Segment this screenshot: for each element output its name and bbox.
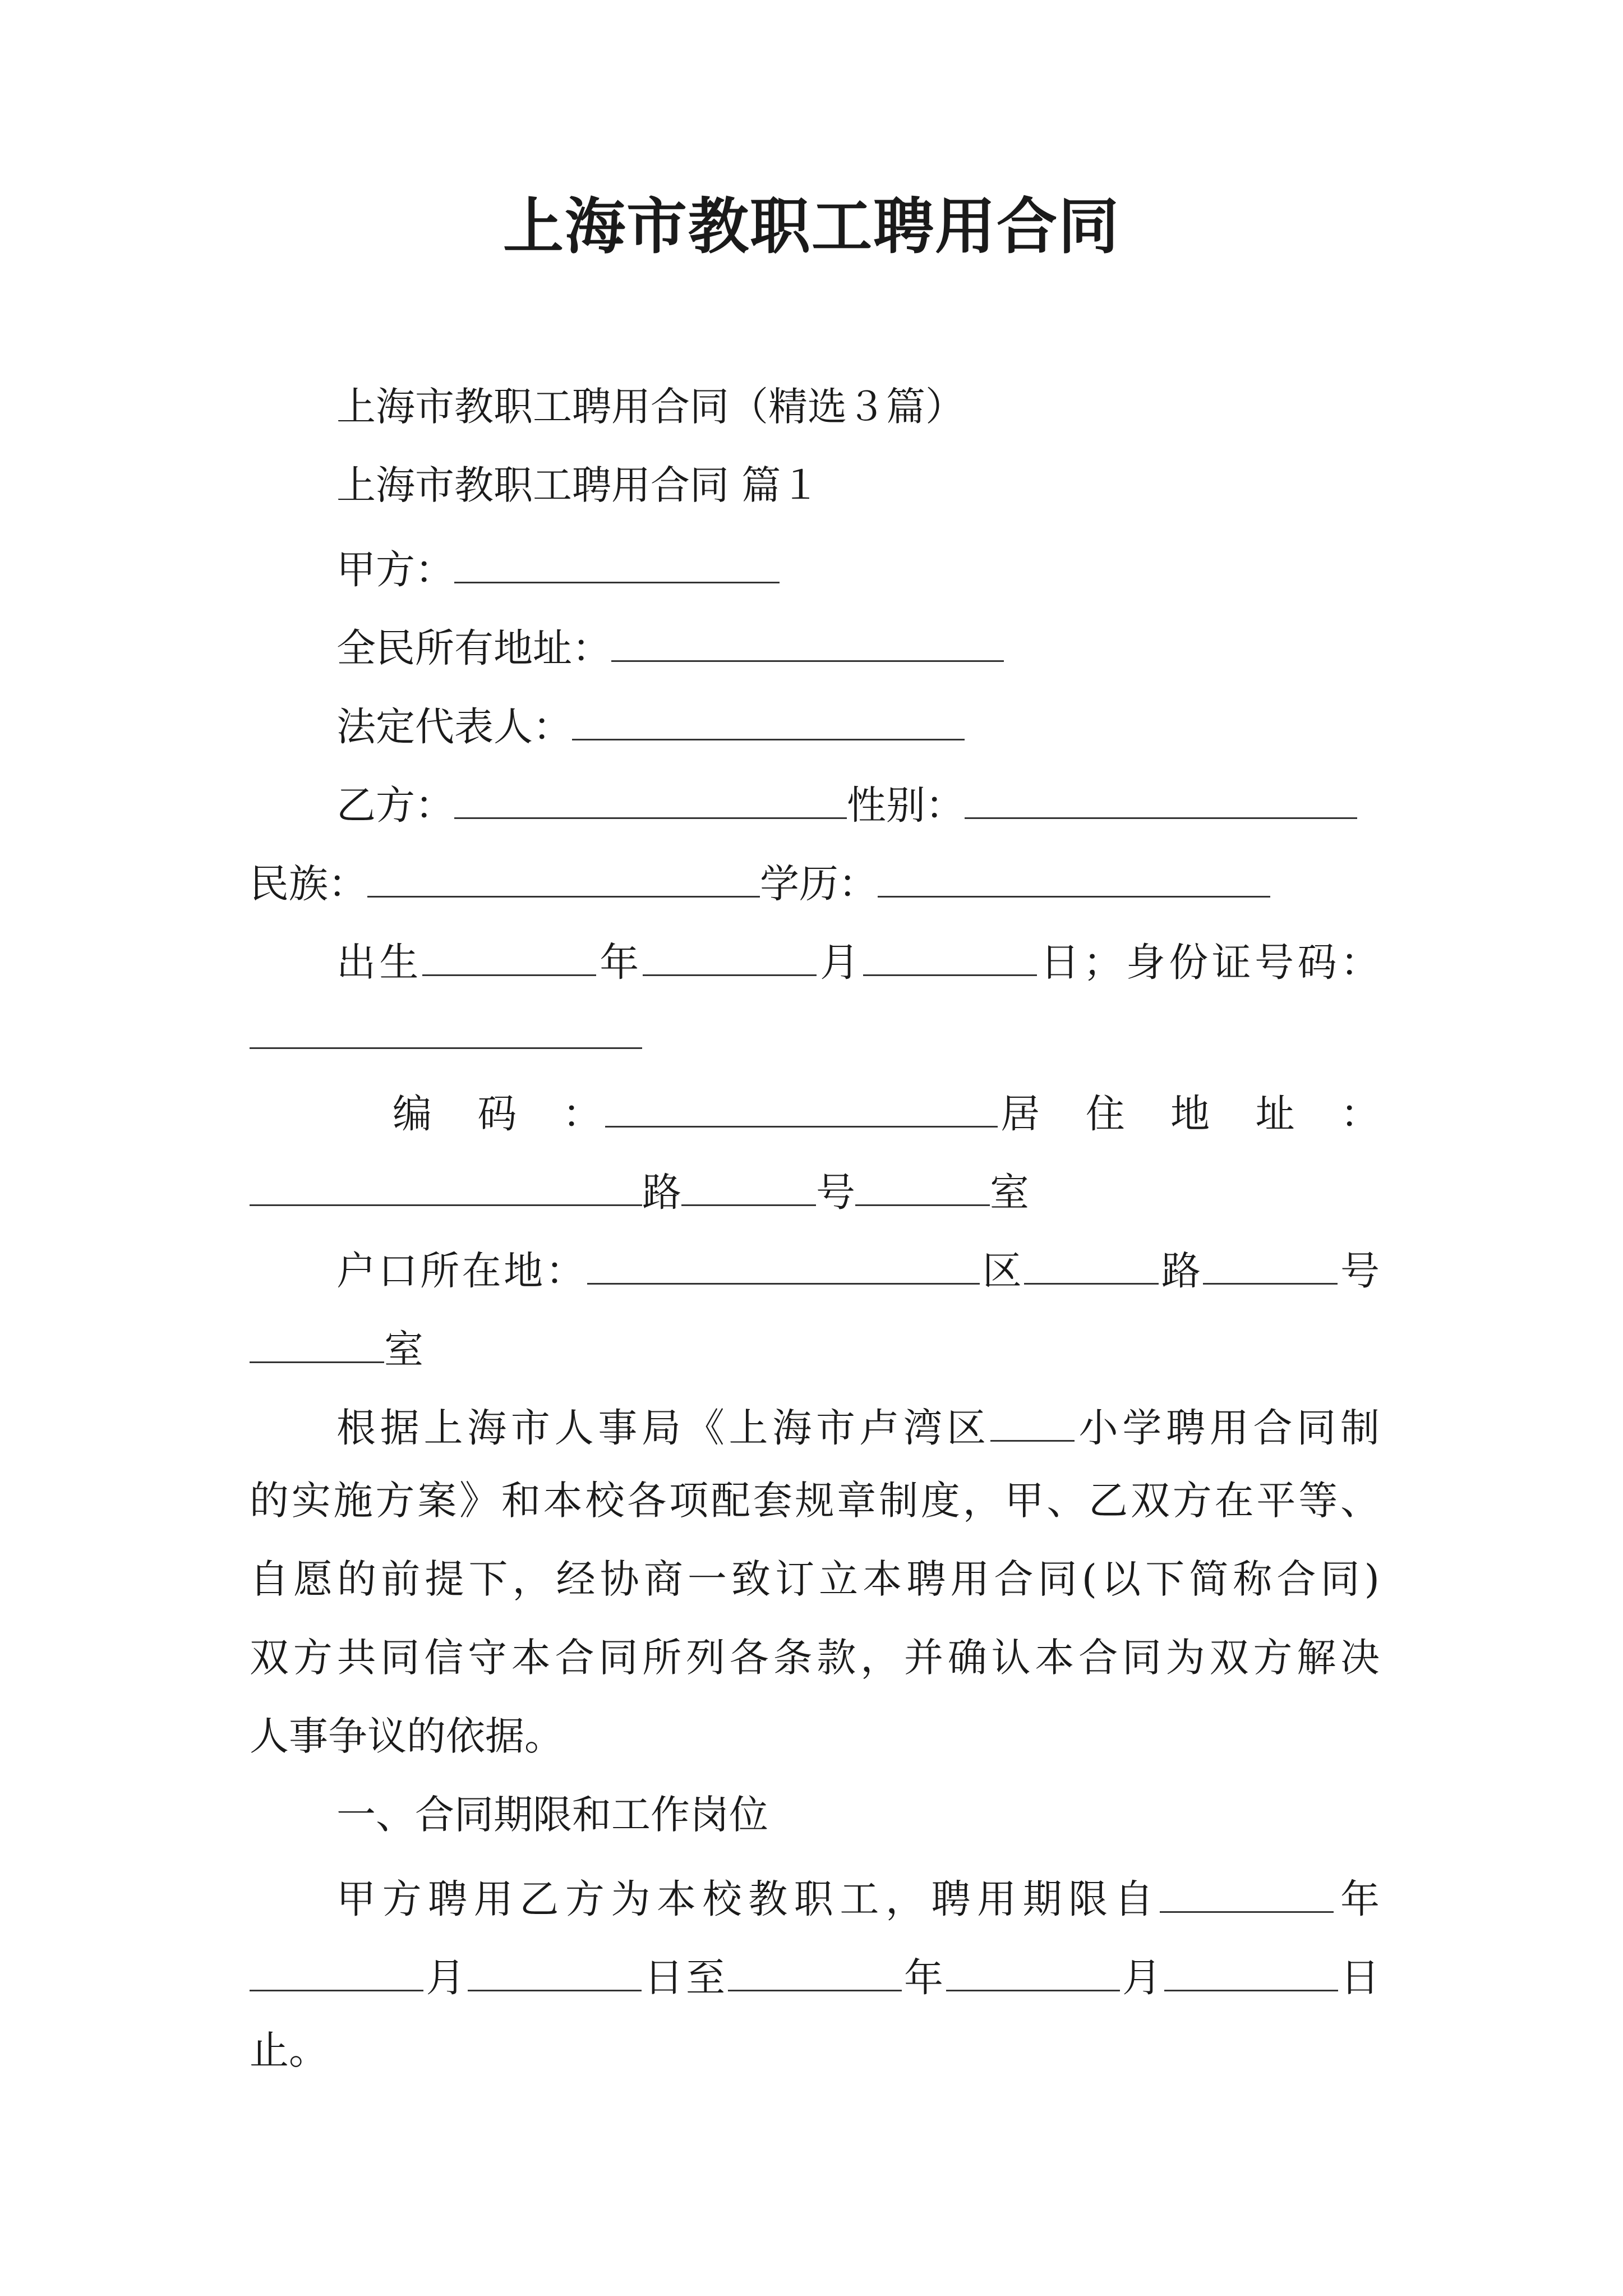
part-heading: 上海市教职工聘用合同 篇１: [336, 462, 820, 508]
number2-label: 号: [1338, 1248, 1380, 1294]
postcode-label: 编 码 ：: [393, 1091, 605, 1137]
gender-label: 性别：: [847, 782, 965, 829]
term-start-month-blank: [250, 1952, 423, 1991]
room2-blank: [250, 1324, 384, 1363]
ethnicity-label: 民族：: [250, 861, 367, 907]
ethnicity-blank: [367, 858, 760, 898]
term-end-month-blank: [946, 1952, 1120, 1991]
legal-rep-blank: [572, 701, 965, 740]
para2-year: 年: [1334, 1876, 1380, 1922]
room-label: 室: [990, 1169, 1029, 1216]
id-number-row: [250, 1010, 642, 1055]
para1-blank: [990, 1402, 1075, 1442]
para2-day: 日: [1338, 1954, 1380, 2001]
address-label: 全民所有地址：: [336, 625, 611, 671]
party-b-label: 乙方：: [336, 782, 454, 829]
household-label: 户口所在地：: [336, 1248, 588, 1294]
para2-month: 月: [423, 1954, 468, 2001]
para2-line1: [336, 1874, 1380, 1922]
party-b-row: [336, 780, 1357, 829]
party-a-blank: [454, 544, 780, 583]
para1-line2: 的实施方案》和本校各项配套规章制度，甲、乙双方在平等、: [250, 1478, 1380, 1524]
birth-day-blank: [863, 937, 1037, 976]
party-b-blank: [454, 780, 847, 819]
birth-label: 出生: [336, 939, 422, 986]
para2-month2: 月: [1119, 1954, 1164, 2001]
postcode-row: [393, 1088, 1380, 1137]
section-heading-1: 一、合同期限和工作岗位: [336, 1792, 768, 1838]
document-title: 上海市教职工聘用合同: [502, 191, 1120, 262]
para1-text-a: 根据上海市人事局《上海市卢湾区: [336, 1405, 990, 1451]
address-row: [336, 623, 1004, 671]
subtitle: 上海市教职工聘用合同（精选３篇）: [336, 384, 965, 430]
term-end-year-blank: [728, 1952, 902, 1991]
household-blank: [587, 1245, 980, 1285]
road2-label: 路: [1159, 1248, 1204, 1294]
household-room-row: [250, 1324, 423, 1373]
para1-text-b: 小学聘用合同制: [1074, 1405, 1380, 1451]
residence-label: 居 住 地 址 ：: [997, 1091, 1380, 1137]
para1-line1: [336, 1402, 1380, 1451]
education-blank: [878, 858, 1270, 898]
residence-blank: [250, 1167, 642, 1206]
legal-rep-label: 法定代表人：: [336, 703, 572, 750]
address-blank: [611, 623, 1004, 662]
party-a-label: 甲方：: [336, 546, 454, 593]
birth-row: [336, 937, 1380, 986]
household-row: [336, 1245, 1380, 1294]
number-label: 号: [816, 1169, 855, 1216]
year-label: 年: [596, 939, 643, 986]
birth-month-blank: [643, 937, 817, 976]
district-blank: [1024, 1245, 1159, 1285]
para2-line3: 止。: [250, 2027, 328, 2073]
term-start-day-blank: [468, 1952, 642, 1991]
term-start-year-blank: [1160, 1874, 1334, 1913]
district-label: 区: [980, 1248, 1025, 1294]
para1-line4: 双方共同信守本合同所列各条款，并确认本合同为双方解决: [250, 1635, 1380, 1681]
para2-day-to: 日至: [642, 1954, 728, 2001]
postcode-blank: [605, 1088, 998, 1128]
ethnicity-row: [250, 858, 1270, 907]
para2-text: 甲方聘用乙方为本校教职工，聘用期限自: [336, 1876, 1160, 1922]
id-number-blank: [250, 1010, 642, 1049]
road2-blank: [1203, 1245, 1338, 1285]
day-id-label: 日；身份证号码：: [1036, 939, 1380, 986]
para2-year2: 年: [901, 1954, 946, 2001]
para1-line5: 人事争议的依据。: [250, 1713, 564, 1759]
road-label: 路: [642, 1169, 681, 1216]
road-blank: [681, 1167, 816, 1206]
room2-label: 室: [384, 1326, 423, 1373]
term-end-day-blank: [1164, 1952, 1338, 1991]
para2-line2: [250, 1952, 1380, 2001]
birth-year-blank: [422, 937, 596, 976]
number-blank: [855, 1167, 990, 1206]
gender-blank: [965, 780, 1357, 819]
residence-row: [250, 1167, 1029, 1216]
month-label: 月: [816, 939, 863, 986]
party-a-row: [336, 544, 780, 593]
para1-line3: 自愿的前提下，经协商一致订立本聘用合同(以下简称合同): [250, 1556, 1380, 1602]
education-label: 学历：: [760, 861, 878, 907]
legal-rep-row: [336, 701, 965, 750]
